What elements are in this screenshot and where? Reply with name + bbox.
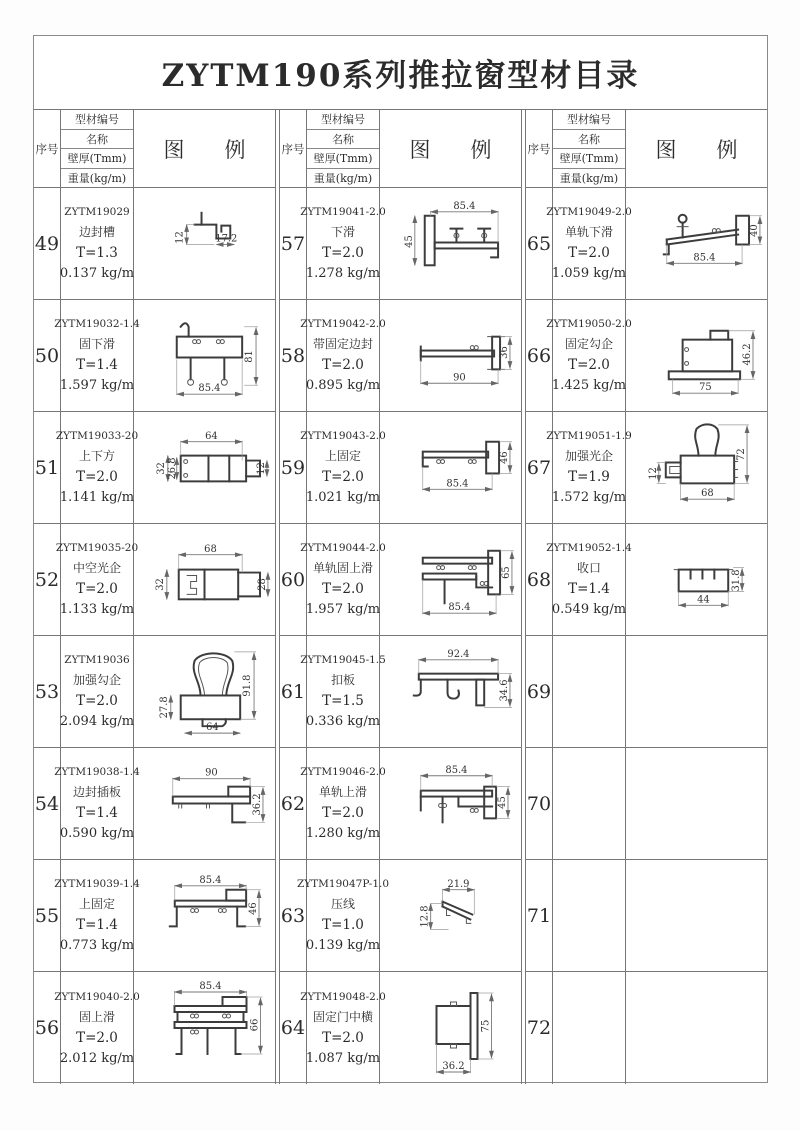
profile-name: 上下方 xyxy=(78,449,115,463)
dimension-label: 85.4 xyxy=(199,981,222,992)
profile-code: ZYTM19042-2.0 xyxy=(300,318,386,330)
profile-name: 上固定 xyxy=(324,449,361,463)
header-seq-label: 序号 xyxy=(280,110,307,187)
profile-drawing-cell xyxy=(134,412,275,523)
column-group-3 xyxy=(526,110,767,1084)
dimension-label: 72 xyxy=(736,448,748,461)
profile-code: ZYTM19033-20 xyxy=(55,430,139,442)
profile-drawing xyxy=(134,412,275,523)
profile-thickness: T=2.0 xyxy=(568,357,610,373)
profile-name: 收口 xyxy=(576,561,601,575)
profile-info xyxy=(553,636,626,747)
dimension-label: 75 xyxy=(699,382,712,394)
header-code-label: 型材编号 xyxy=(307,110,379,130)
profile-thickness: T=1.4 xyxy=(568,581,610,597)
header-weight-label: 重量(kg/m) xyxy=(67,171,127,185)
row-seq: 63 xyxy=(280,860,307,971)
table-row xyxy=(280,972,521,1084)
profile-info xyxy=(54,300,140,411)
profile-info xyxy=(553,972,626,1084)
profile-thickness: T=2.0 xyxy=(322,805,364,821)
profile-name: 加强勾企 xyxy=(72,673,121,687)
profile-code: ZYTM19041-2.0 xyxy=(300,206,386,218)
row-seq: 50 xyxy=(34,300,61,411)
dimension-label: 68 xyxy=(701,488,714,500)
profile-name: 单轨下滑 xyxy=(564,225,613,239)
profile-code: ZYTM19044-2.0 xyxy=(300,542,386,554)
dimension-label: 12 xyxy=(647,467,659,480)
profile-info xyxy=(300,300,386,411)
page-title: ZYTM190系列推拉窗型材目录 xyxy=(161,58,640,94)
profile-weight: 2.012 kg/m xyxy=(59,1050,135,1066)
profile-drawing-cell xyxy=(626,748,767,859)
profile-info xyxy=(296,860,390,971)
table-row xyxy=(280,748,521,860)
row-seq: 60 xyxy=(280,524,307,635)
dimension-label: 44 xyxy=(697,594,710,606)
table-row xyxy=(34,972,275,1084)
profile-name: 边封槽 xyxy=(78,225,115,239)
table-row xyxy=(34,412,275,524)
dimension-label: 45 xyxy=(497,796,509,809)
profile-info xyxy=(300,636,386,747)
profile-name: 单轨固上滑 xyxy=(312,561,373,575)
table-row xyxy=(526,860,767,972)
dimension-label: 17.2 xyxy=(215,233,238,245)
table-row xyxy=(526,972,767,1084)
profile-weight: 1.059 kg/m xyxy=(551,266,627,281)
profile-weight: 0.549 kg/m xyxy=(551,602,627,617)
table-row xyxy=(280,188,521,300)
profile-drawing xyxy=(380,412,521,523)
dimension-label: 85.4 xyxy=(448,602,471,614)
profile-info xyxy=(300,188,386,299)
profile-thickness: T=1.9 xyxy=(568,469,610,485)
dimension-label: 65 xyxy=(500,566,512,579)
dimension-label: 32 xyxy=(154,578,166,591)
row-seq: 56 xyxy=(34,972,61,1084)
profile-code: ZYTM19052-1.4 xyxy=(546,542,632,554)
profile-weight: 0.590 kg/m xyxy=(59,826,135,841)
profile-code: ZYTM19032-1.4 xyxy=(54,318,140,330)
profile-code: ZYTM19047P-1.0 xyxy=(296,878,390,890)
profile-weight: 1.957 kg/m xyxy=(305,602,381,617)
profile-drawing-cell xyxy=(380,748,521,859)
profile-name: 中空光企 xyxy=(72,561,121,575)
row-seq: 67 xyxy=(526,412,553,523)
row-seq: 69 xyxy=(526,636,553,747)
dimension-label: 34.6 xyxy=(498,679,510,702)
profile-info xyxy=(546,300,632,411)
profile-name: 压线 xyxy=(330,897,355,911)
profile-info xyxy=(553,860,626,971)
profile-drawing-cell xyxy=(626,412,767,523)
profile-weight: 0.139 kg/m xyxy=(305,938,381,953)
profile-code: ZYTM19051-1.9 xyxy=(546,430,632,442)
table-row xyxy=(34,300,275,412)
header-info-labels xyxy=(61,110,134,187)
header-thickness-label: 壁厚(Tmm) xyxy=(61,149,133,169)
profile-weight: 1.141 kg/m xyxy=(59,490,135,505)
header-seq-label: 序号 xyxy=(34,110,61,187)
dimension-label: 90 xyxy=(453,372,466,384)
row-seq: 59 xyxy=(280,412,307,523)
profile-drawing xyxy=(626,524,767,635)
profile-drawing xyxy=(380,300,521,411)
dimension-label: 85.4 xyxy=(445,764,468,776)
profile-code: ZYTM19050-2.0 xyxy=(546,318,632,330)
row-seq: 70 xyxy=(526,748,553,859)
profile-thickness: T=2.0 xyxy=(76,1029,118,1046)
row-seq: 64 xyxy=(280,972,307,1084)
profile-drawing-cell xyxy=(134,972,275,1084)
profile-drawing-cell xyxy=(134,300,275,411)
header-name-label: 名称 xyxy=(553,130,625,150)
profile-weight: 1.280 kg/m xyxy=(305,826,381,841)
table-row xyxy=(526,412,767,524)
profile-weight: 0.773 kg/m xyxy=(59,938,135,953)
dimension-label: 66 xyxy=(249,1018,261,1032)
dimension-label: 12 xyxy=(255,462,267,475)
dimension-label: 31.8 xyxy=(731,569,743,592)
dimension-label: 32 xyxy=(155,462,167,475)
profile-name: 扣板 xyxy=(330,673,355,687)
row-seq: 53 xyxy=(34,636,61,747)
profile-drawing-cell xyxy=(380,636,521,747)
profile-code: ZYTM19046-2.0 xyxy=(300,766,386,778)
profile-drawing-cell xyxy=(626,300,767,411)
profile-drawing-cell xyxy=(626,972,767,1084)
header-weight-label: 重量(kg/m) xyxy=(313,171,373,185)
dimension-label: 85.4 xyxy=(453,200,476,212)
table-row xyxy=(280,300,521,412)
header-thickness-label: 壁厚(Tmm) xyxy=(307,149,379,169)
profile-drawing xyxy=(380,972,521,1084)
profile-code: ZYTM19048-2.0 xyxy=(300,990,386,1003)
profile-thickness: T=2.0 xyxy=(76,469,118,485)
row-seq: 52 xyxy=(34,524,61,635)
row-seq: 51 xyxy=(34,412,61,523)
profile-info xyxy=(55,412,139,523)
profile-drawing-cell xyxy=(134,860,275,971)
dimension-label: 64 xyxy=(205,430,218,442)
profile-drawing-cell xyxy=(380,972,521,1084)
dimension-label: 85.4 xyxy=(199,874,222,886)
profile-drawing-cell xyxy=(134,748,275,859)
profile-info xyxy=(546,412,632,523)
profile-drawing-cell xyxy=(380,300,521,411)
row-seq: 62 xyxy=(280,748,307,859)
header-name-label: 名称 xyxy=(307,130,379,150)
profile-name: 上固定 xyxy=(78,897,115,911)
table-row xyxy=(526,748,767,860)
profile-weight: 2.094 kg/m xyxy=(59,714,135,729)
dimension-label: 68 xyxy=(204,543,217,555)
profile-thickness: T=2.0 xyxy=(76,693,118,709)
table-row xyxy=(280,524,521,636)
profile-name: 固上滑 xyxy=(78,1009,115,1024)
header-code-label: 型材编号 xyxy=(553,110,625,130)
profile-info xyxy=(546,524,632,635)
profile-name: 固下滑 xyxy=(78,337,115,351)
profile-name: 固定勾企 xyxy=(564,337,613,351)
profile-code: ZYTM19035-20 xyxy=(55,542,139,554)
group-header xyxy=(280,110,521,188)
dimension-label: 90 xyxy=(205,767,218,779)
dimension-label: 85.4 xyxy=(446,478,469,490)
profile-drawing xyxy=(134,300,275,411)
profile-code: ZYTM19036 xyxy=(64,654,130,666)
dimension-label: 46.2 xyxy=(742,343,754,366)
profile-code: ZYTM19045-1.5 xyxy=(300,654,386,666)
dimension-label: 46 xyxy=(498,451,510,464)
profile-drawing xyxy=(134,860,275,971)
column-group-1 xyxy=(34,110,275,1084)
table-row xyxy=(34,748,275,860)
profile-thickness: T=1.4 xyxy=(76,357,118,373)
table-row xyxy=(280,412,521,524)
profile-name: 加强光企 xyxy=(564,449,613,463)
table-body xyxy=(34,110,767,1084)
profile-code: ZYTM19039-1.4 xyxy=(54,878,140,890)
dimension-label: 92.4 xyxy=(447,648,470,660)
table-row xyxy=(526,188,767,300)
profile-drawing-cell xyxy=(134,636,275,747)
profile-info xyxy=(54,860,140,971)
table-row xyxy=(280,636,521,748)
table-row xyxy=(526,524,767,636)
header-name-label: 名称 xyxy=(61,130,133,150)
dimension-label: 12 xyxy=(174,231,186,244)
profile-thickness: T=2.0 xyxy=(322,245,364,261)
profile-info xyxy=(300,748,386,859)
table-row xyxy=(526,636,767,748)
profile-name: 带固定边封 xyxy=(312,337,373,351)
dimension-label: 26.8 xyxy=(166,457,178,480)
profile-thickness: T=1.4 xyxy=(76,805,118,821)
profile-code: ZYTM19029 xyxy=(64,206,130,218)
profile-info xyxy=(300,972,386,1084)
profile-weight: 1.278 kg/m xyxy=(305,266,381,281)
profile-weight: 0.137 kg/m xyxy=(59,266,135,281)
profile-drawing-cell xyxy=(380,412,521,523)
profile-name: 下滑 xyxy=(330,225,355,239)
profile-code: ZYTM19049-2.0 xyxy=(546,206,632,218)
title-row xyxy=(34,36,767,110)
row-seq: 54 xyxy=(34,748,61,859)
table-row xyxy=(34,636,275,748)
profile-thickness: T=2.0 xyxy=(322,581,364,597)
group-header xyxy=(526,110,767,188)
row-seq: 65 xyxy=(526,188,553,299)
dimension-label: 21.9 xyxy=(447,878,470,890)
group-header xyxy=(34,110,275,188)
profile-name: 单轨上滑 xyxy=(318,785,367,799)
header-code-label: 型材编号 xyxy=(61,110,133,130)
profile-drawing-cell xyxy=(134,524,275,635)
profile-drawing xyxy=(380,860,521,971)
profile-drawing-cell xyxy=(380,524,521,635)
dimension-label: 36 xyxy=(498,346,510,359)
profile-thickness: T=2.0 xyxy=(76,581,118,597)
header-legend-label: 图 例 xyxy=(655,137,738,162)
profile-weight: 1.572 kg/m xyxy=(551,490,627,505)
dimension-label: 85.4 xyxy=(198,383,221,395)
profile-weight: 1.021 kg/m xyxy=(305,490,381,505)
profile-drawing-cell xyxy=(626,188,767,299)
profile-code: ZYTM19038-1.4 xyxy=(54,766,140,778)
profile-drawing xyxy=(380,636,521,747)
profile-info xyxy=(54,748,140,859)
row-seq: 58 xyxy=(280,300,307,411)
header-legend-label: 图 例 xyxy=(409,137,492,162)
dimension-label: 45 xyxy=(403,235,415,248)
profile-thickness: T=1.5 xyxy=(322,693,364,709)
table-row xyxy=(526,300,767,412)
dimension-label: 27.8 xyxy=(158,696,170,719)
profile-info xyxy=(553,748,626,859)
profile-drawing xyxy=(626,412,767,523)
dimension-label: 46 xyxy=(248,902,260,915)
column-group-2 xyxy=(280,110,521,1084)
profile-info xyxy=(300,524,386,635)
dimension-label: 36.2 xyxy=(252,793,263,816)
profile-thickness: T=2.0 xyxy=(568,245,610,261)
profile-info xyxy=(61,636,134,747)
profile-name: 边封插板 xyxy=(72,785,121,799)
profile-info xyxy=(54,972,140,1084)
profile-drawing-cell xyxy=(626,860,767,971)
header-thickness-label: 壁厚(Tmm) xyxy=(553,149,625,169)
profile-drawing xyxy=(134,748,275,859)
row-seq: 68 xyxy=(526,524,553,635)
header-info-labels xyxy=(553,110,626,187)
table-row xyxy=(280,860,521,972)
header-legend-label: 图 例 xyxy=(163,137,246,162)
profile-drawing xyxy=(380,748,521,859)
dimension-label: 36.2 xyxy=(442,1061,465,1072)
row-seq: 49 xyxy=(34,188,61,299)
dimension-label: 28 xyxy=(256,578,268,591)
profile-drawing xyxy=(380,524,521,635)
profile-info xyxy=(61,188,134,299)
profile-info xyxy=(546,188,632,299)
profile-drawing xyxy=(134,188,275,299)
profile-name: 固定门中横 xyxy=(312,1009,373,1024)
profile-code: ZYTM19043-2.0 xyxy=(300,430,386,442)
profile-drawing xyxy=(626,300,767,411)
profile-thickness: T=1.3 xyxy=(76,245,118,261)
row-seq: 72 xyxy=(526,972,553,1084)
profile-drawing xyxy=(134,524,275,635)
profile-weight: 0.336 kg/m xyxy=(305,714,381,729)
profile-code: ZYTM19040-2.0 xyxy=(54,990,140,1003)
table-row xyxy=(34,860,275,972)
dimension-label: 91.8 xyxy=(242,674,254,697)
row-seq: 71 xyxy=(526,860,553,971)
profile-weight: 1.087 kg/m xyxy=(305,1050,381,1066)
profile-drawing-cell xyxy=(626,636,767,747)
profile-drawing-cell xyxy=(380,860,521,971)
profile-drawing-cell xyxy=(626,524,767,635)
row-seq: 57 xyxy=(280,188,307,299)
profile-thickness: T=2.0 xyxy=(322,1029,364,1046)
dimension-label: 81 xyxy=(244,350,256,363)
dimension-label: 64 xyxy=(206,722,219,734)
profile-drawing xyxy=(134,636,275,747)
profile-info xyxy=(300,412,386,523)
profile-info xyxy=(55,524,139,635)
profile-weight: 0.895 kg/m xyxy=(305,378,381,393)
table-row xyxy=(34,188,275,300)
profile-weight: 1.425 kg/m xyxy=(551,378,627,393)
profile-thickness: T=2.0 xyxy=(322,357,364,373)
profile-weight: 1.597 kg/m xyxy=(59,378,135,393)
row-seq: 66 xyxy=(526,300,553,411)
profile-drawing-cell xyxy=(380,188,521,299)
profile-thickness: T=1.4 xyxy=(76,917,118,933)
table-row xyxy=(34,524,275,636)
dimension-label: 12.8 xyxy=(419,905,431,928)
row-seq: 55 xyxy=(34,860,61,971)
row-seq: 61 xyxy=(280,636,307,747)
dimension-label: 40 xyxy=(748,224,760,237)
header-info-labels xyxy=(307,110,380,187)
header-seq-label: 序号 xyxy=(526,110,553,187)
profile-drawing xyxy=(626,188,767,299)
header-weight-label: 重量(kg/m) xyxy=(559,171,619,185)
dimension-label: 75 xyxy=(480,1019,492,1033)
profile-drawing-cell xyxy=(134,188,275,299)
profile-weight: 1.133 kg/m xyxy=(59,602,135,617)
profile-drawing xyxy=(134,972,275,1084)
profile-catalog-table xyxy=(33,35,768,1083)
profile-thickness: T=1.0 xyxy=(322,917,364,933)
dimension-label: 85.4 xyxy=(693,252,716,264)
profile-drawing xyxy=(380,188,521,299)
profile-thickness: T=2.0 xyxy=(322,469,364,485)
